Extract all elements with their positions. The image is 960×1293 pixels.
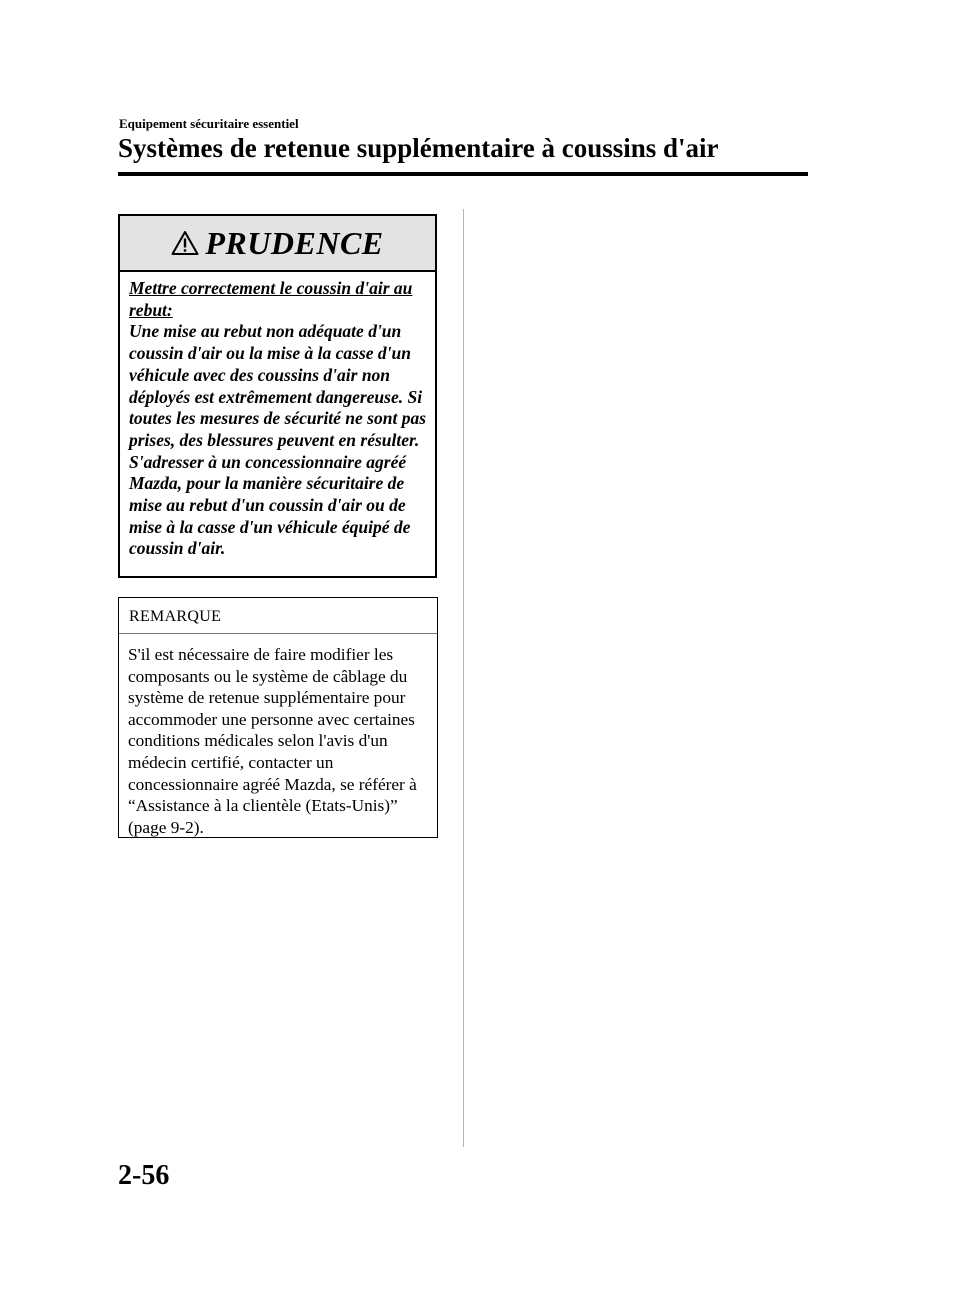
title-rule <box>118 172 808 176</box>
page-title: Systèmes de retenue supplémentaire à coussins d'air <box>118 133 719 163</box>
page-number: 2-56 <box>118 1160 170 1191</box>
warning-triangle-icon <box>171 230 199 256</box>
caution-title: PRUDENCE <box>205 224 384 261</box>
section-label: Equipement sécuritaire essentiel <box>119 116 299 131</box>
note-text: S'il est nécessaire de faire modifier les composants ou le système de câblage du système de retenue supplémentaire pour accommoder une personne avec certaines conditions médicales selon l'avis d'un médecin certifié, contacter un concessionnaire agréé Mazda, se référer à “Assistance à la clientèle (Etats-Unis)” (page 9-2). <box>128 645 417 837</box>
caution-body <box>120 272 435 560</box>
note-box <box>118 597 438 838</box>
caution-subtitle: Mettre correctement le coussin d'air au rebut: <box>129 278 413 320</box>
caution-header <box>120 216 435 272</box>
note-title: REMARQUE <box>119 598 437 634</box>
column-divider <box>463 209 464 1147</box>
caution-text: Une mise au rebut non adéquate d'un coussin d'air ou la mise à la casse d'un véhicule avec des coussins d'air non déployés est extrêmement dangereuse. Si toutes les mesures de sécurité ne sont pas prises, des blessures peuvent en résulter. S'adresser à un concessionnaire agréé Mazda, pour la manière sécuritaire de mise au rebut d'un coussin d'air ou de mise à la casse d'un véhicule équipé de coussin d'air. <box>129 321 427 559</box>
caution-box <box>118 214 437 578</box>
